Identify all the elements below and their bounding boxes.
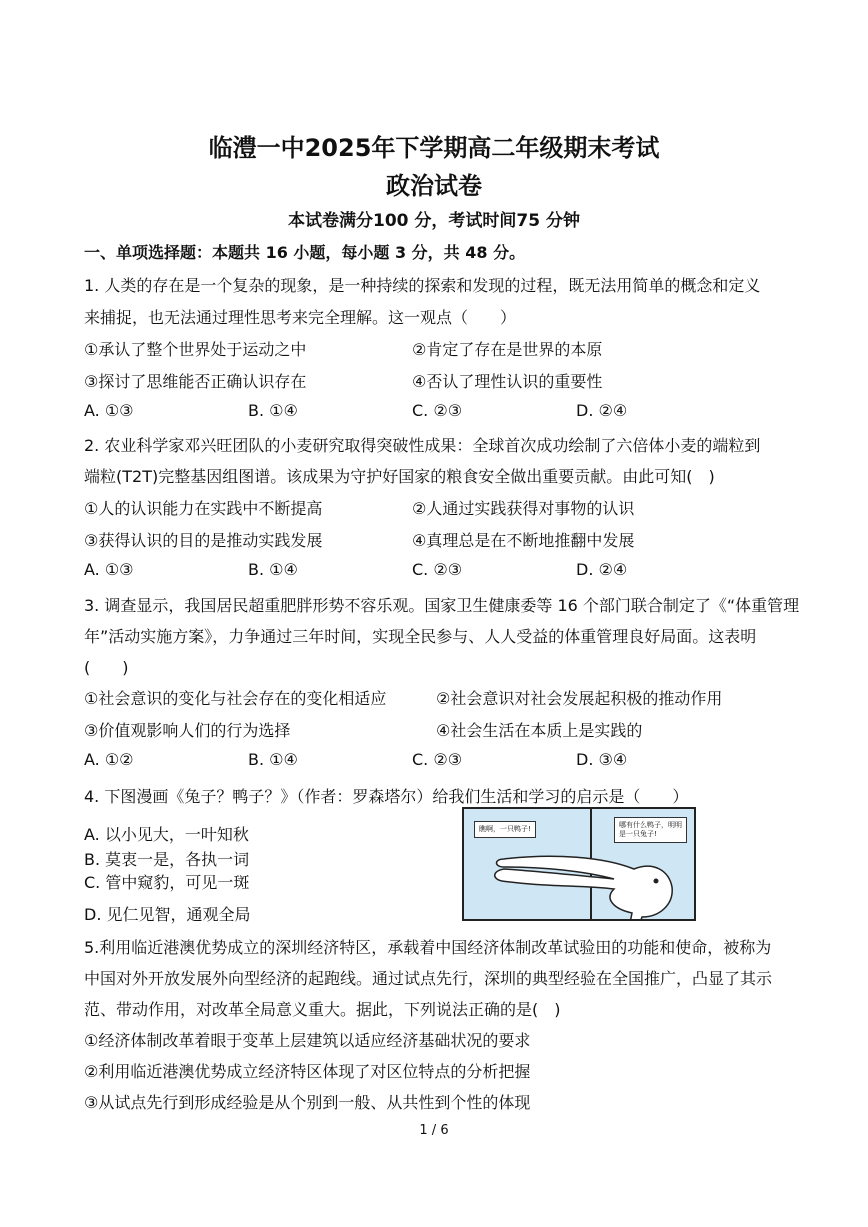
q5-statement-3: ③从试点先行到形成经验是从个别到一般、从共性到个性的体现 [84,1093,531,1112]
q1-statement-3: ③探讨了思维能否正确认识存在 [84,372,307,391]
q4-option-c: C. 管中窥豹，可见一斑 [84,873,250,892]
q4-option-d: D. 见仁见智，通观全局 [84,905,251,924]
q2-statement-2: ②人通过实践获得对事物的认识 [412,499,635,518]
rabbit-duck-drawing [464,809,696,921]
subject-title: 政治试卷 [386,172,482,200]
q3-option-b: B. ①④ [248,750,298,769]
q1-option-c: C. ②③ [412,401,463,420]
q5-stem-line3: 范、带动作用，对改革全局意义重大。据此，下列说法正确的是( ) [84,1000,561,1019]
comic-bubble-right-line1: 哪有什么鸭子，明明 [619,821,682,829]
q1-option-b: B. ①④ [248,401,298,420]
q2-statement-4: ④真理总是在不断地推翻中发展 [412,531,635,550]
q5-stem-line2: 中国对外开放发展外向型经济的起跑线。通过试点先行，深圳的典型经验在全国推广，凸显了其示 [84,969,773,988]
q3-option-d: D. ③④ [576,750,628,769]
q2-statement-3: ③获得认识的目的是推动实践发展 [84,531,323,550]
q3-option-a: A. ①② [84,750,134,769]
q3-statement-1: ①社会意识的变化与社会存在的变化相适应 [84,689,387,708]
section-heading: 一、单项选择题：本题共 16 小题，每小题 3 分，共 48 分。 [84,243,526,262]
q2-stem-line1: 2. 农业科学家邓兴旺团队的小麦研究取得突破性成果：全球首次成功绘制了六倍体小麦的端粒到 [84,436,761,455]
rabbit-duck-comic [462,807,696,921]
exam-info: 本试卷满分100 分，考试时间75 分钟 [288,211,580,231]
q2-statement-1: ①人的认识能力在实践中不断提高 [84,499,323,518]
q1-statement-1: ①承认了整个世界处于运动之中 [84,340,307,359]
q5-statement-2: ②利用临近港澳优势成立经济特区体现了对区位特点的分析把握 [84,1062,531,1081]
comic-bubble-left: 瞧啊，一只鸭子! [474,821,536,838]
q1-option-d: D. ②④ [576,401,628,420]
q4-option-a: A. 以小见大，一叶知秋 [84,825,249,844]
q2-option-d: D. ②④ [576,560,628,579]
q3-statement-4: ④社会生活在本质上是实践的 [436,721,643,740]
q1-stem-line1: 1. 人类的存在是一个复杂的现象，是一种持续的探索和发现的过程，既无法用简单的概念和定义 [84,276,761,295]
q1-statement-4: ④否认了理性认识的重要性 [412,372,603,391]
q1-option-a: A. ①③ [84,401,134,420]
q3-stem-line3: ( ) [84,658,129,677]
q1-statement-2: ②肯定了存在是世界的本原 [412,340,603,359]
page-number: 1 / 6 [419,1123,449,1138]
q3-option-c: C. ②③ [412,750,463,769]
q4-stem: 4. 下图漫画《兔子？鸭子？》（作者：罗森塔尔）给我们生活和学习的启示是（ ） [84,787,689,806]
q3-stem-line2: 年”活动实施方案》，力争通过三年时间，实现全民参与、人人受益的体重管理良好局面。这表明 [84,627,757,646]
q5-statement-1: ①经济体制改革着眼于变革上层建筑以适应经济基础状况的要求 [84,1031,531,1050]
q2-stem-line2: 端粒(T2T)完整基因组图谱。该成果为守护好国家的粮食安全做出重要贡献。由此可知( ) [84,467,715,486]
q2-option-b: B. ①④ [248,560,298,579]
q2-option-c: C. ②③ [412,560,463,579]
q1-stem-line2: 来捕捉，也无法通过理性思考来完全理解。这一观点（ ） [84,308,517,327]
q4-option-b: B. 莫衷一是，各执一词 [84,850,250,869]
exam-title: 临澧一中2025年下学期高二年级期末考试 [208,134,660,162]
q3-stem-line1: 3. 调查显示，我国居民超重肥胖形势不容乐观。国家卫生健康委等 16 个部门联合制定了《“体重管理 [84,596,800,615]
comic-bubble-right-line2: 是一只兔子! [619,830,657,838]
q5-stem-line1: 5.利用临近港澳优势成立的深圳经济特区，承载着中国经济体制改革试验田的功能和使命，被称为 [84,938,772,957]
q3-statement-2: ②社会意识对社会发展起积极的推动作用 [436,689,723,708]
q2-option-a: A. ①③ [84,560,134,579]
q3-statement-3: ③价值观影响人们的行为选择 [84,721,291,740]
